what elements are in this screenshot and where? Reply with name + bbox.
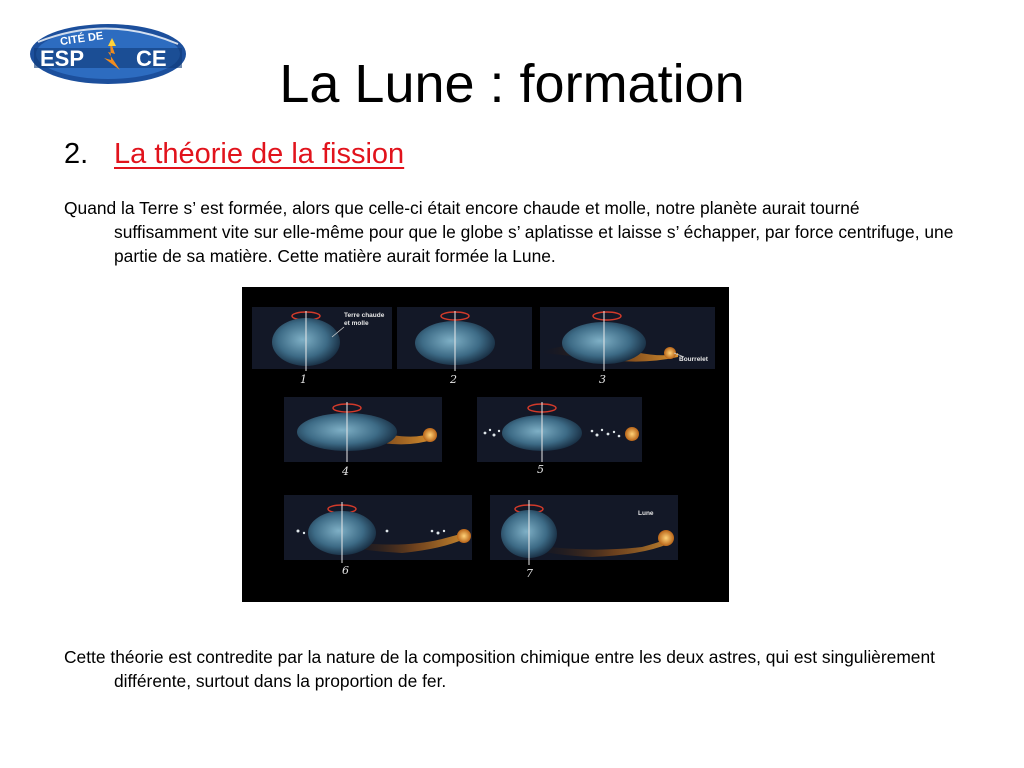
step-label-7: 7	[526, 567, 533, 580]
section-heading	[64, 136, 404, 172]
fission-diagram	[242, 287, 729, 602]
step-label-1: 1	[300, 373, 307, 386]
step-label-6: 6	[342, 564, 349, 577]
step-label-3: 3	[599, 373, 606, 386]
label-moon: Lune	[638, 510, 654, 517]
paragraph-contradiction: Cette théorie est contredite par la nature de la composition chimique entre les deux astres, qui est singulièrement différente, surtout dans la proportion de fer.	[64, 647, 935, 691]
label-hot-earth-line2: et molle	[344, 320, 369, 327]
slide-title: La Lune : formation	[279, 54, 745, 114]
section-heading-text: La théorie de la fission	[114, 138, 405, 170]
step-label-4: 4	[342, 465, 349, 478]
section-number: 2.	[64, 138, 89, 170]
step-label-2: 2	[450, 373, 457, 386]
paragraph-fission-theory: Quand la Terre s’ est formée, alors que celle-ci était encore chaude et molle, notre planète aurait tourné suffisamment vite sur elle-même pour que le globe s’ aplatisse et laisse s’ échapper, par force centrifuge, une partie de sa matière. Cette matière aurait formée la Lune.	[64, 198, 954, 266]
logo-line2-right: CE	[136, 46, 167, 71]
logo-line2-left: ESP	[40, 46, 85, 71]
label-hot-earth-line1: Terre chaude	[344, 312, 385, 319]
step-label-5: 5	[537, 463, 544, 476]
label-bulge: Bourrelet	[679, 356, 708, 363]
logo-line1: CITÉ DE	[59, 30, 105, 49]
